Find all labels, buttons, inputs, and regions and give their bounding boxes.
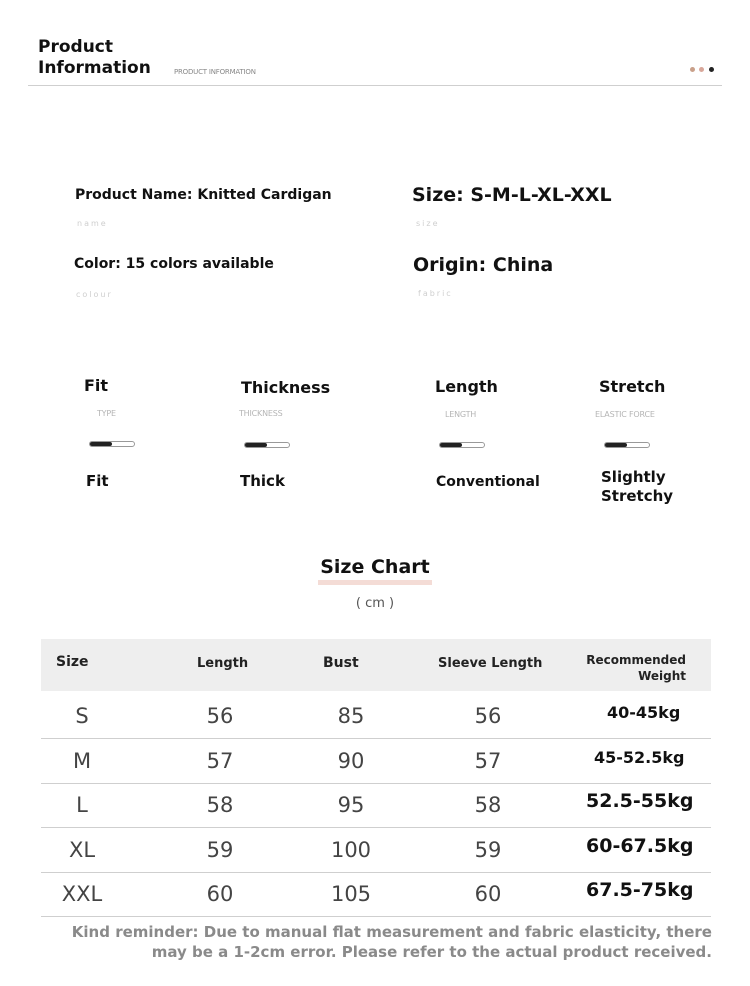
- attr-fit-level-bar: [89, 441, 135, 447]
- cell-sleeve: 56: [474, 704, 502, 728]
- header-sleeve-length: Sleeve Length: [438, 656, 543, 671]
- cell-size: XL: [68, 838, 96, 862]
- attr-fit-hint: TYPE: [97, 409, 116, 418]
- cell-length: 56: [206, 704, 234, 728]
- table-row: [41, 872, 711, 917]
- origin-hint: fabric: [418, 289, 453, 298]
- product-name-label: Product Name: Knitted Cardigan: [75, 187, 332, 203]
- size-chart-title: Size Chart: [320, 556, 430, 578]
- cell-size: XXL: [61, 882, 103, 906]
- cell-weight: 45-52.5kg: [594, 748, 685, 767]
- color-label: Color: 15 colors available: [74, 256, 274, 272]
- header-recommended-weight: [586, 652, 686, 684]
- attr-stretch-level-bar: [604, 442, 650, 448]
- header-divider: [28, 85, 722, 86]
- attr-fit-level-fill: [90, 442, 112, 446]
- dot-1: [690, 67, 695, 72]
- origin-label: Origin: China: [413, 254, 554, 276]
- header-length: Length: [197, 656, 249, 671]
- size-chart-unit: ( cm ): [355, 596, 395, 611]
- decorative-dots: [690, 67, 718, 73]
- cell-length: 60: [206, 882, 234, 906]
- cell-bust: 95: [337, 793, 365, 817]
- cell-sleeve: 57: [474, 749, 502, 773]
- cell-sleeve: 59: [474, 838, 502, 862]
- header-bust: Bust: [323, 655, 359, 671]
- attr-length-level-fill: [440, 443, 462, 447]
- cell-length: 58: [206, 793, 234, 817]
- kind-reminder-note: Kind reminder: Due to manual flat measurement and fabric elasticity, there may be a 1-2cm error. Please refer to the actual product received.: [71, 923, 712, 961]
- table-row: [41, 783, 711, 828]
- cell-bust: 100: [330, 838, 372, 862]
- cell-weight: 60-67.5kg: [586, 835, 694, 857]
- table-row: [41, 739, 711, 784]
- attr-fit-name: Fit: [84, 376, 109, 395]
- table-row: [41, 828, 711, 873]
- cell-sleeve: 60: [474, 882, 502, 906]
- cell-size: M: [72, 749, 92, 773]
- cell-bust: 105: [330, 882, 372, 906]
- attr-thickness-hint: THICKNESS: [239, 409, 283, 418]
- cell-weight: 67.5-75kg: [586, 879, 694, 901]
- dot-2: [699, 67, 704, 72]
- size-table-header: [41, 639, 711, 691]
- attr-thickness-level-bar: [244, 442, 290, 448]
- cell-weight: 40-45kg: [607, 703, 681, 722]
- header-weight-line1: Recommended: [586, 653, 686, 667]
- dot-3: [709, 67, 714, 72]
- attr-length-name: Length: [435, 377, 498, 396]
- cell-sleeve: 58: [474, 793, 502, 817]
- header-weight-line2: Weight: [638, 669, 686, 683]
- size-range-label: Size: S-M-L-XL-XXL: [412, 184, 612, 206]
- attr-stretch-hint: ELASTIC FORCE: [595, 410, 655, 419]
- size-range-hint: size: [416, 219, 440, 228]
- attr-thickness-value: Thick: [240, 472, 285, 490]
- attr-thickness-level-fill: [245, 443, 267, 447]
- attr-fit-value: Fit: [86, 472, 109, 490]
- page-subtitle: PRODUCT INFORMATION: [174, 68, 256, 76]
- table-row: [41, 694, 711, 739]
- color-hint: colour: [76, 290, 113, 299]
- product-name-hint: name: [77, 219, 108, 228]
- attr-length-level-bar: [439, 442, 485, 448]
- page-title: Product Information: [38, 37, 151, 78]
- cell-bust: 90: [337, 749, 365, 773]
- cell-bust: 85: [337, 704, 365, 728]
- cell-weight: 52.5-55kg: [586, 790, 694, 812]
- attr-thickness-name: Thickness: [241, 378, 331, 397]
- attr-length-hint: LENGTH: [445, 410, 477, 419]
- cell-size: L: [76, 793, 88, 817]
- attr-stretch-value: Slightly Stretchy: [601, 468, 674, 505]
- size-chart-title-underline: [318, 580, 432, 585]
- cell-length: 59: [206, 838, 234, 862]
- attr-stretch-level-fill: [605, 443, 627, 447]
- attr-length-value: Conventional: [436, 474, 540, 490]
- cell-size: S: [75, 704, 89, 728]
- cell-length: 57: [206, 749, 234, 773]
- attr-stretch-name: Stretch: [599, 377, 666, 396]
- header-size: Size: [56, 654, 89, 670]
